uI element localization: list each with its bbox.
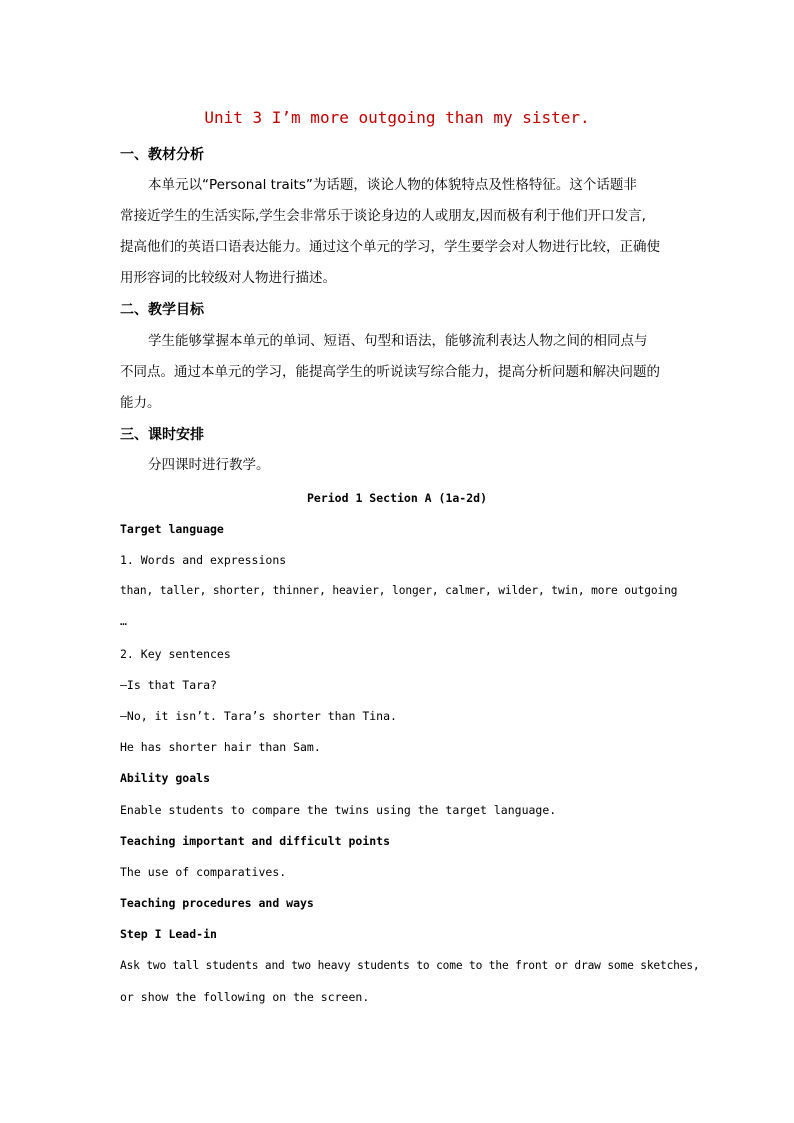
key-sentence: He has shorter hair than Sam. xyxy=(120,740,321,754)
ability-goals-text: Enable students to compare the twins using the target language. xyxy=(120,803,557,817)
words-list: than, taller, shorter, thinner, heavier, longer, calmer, wilder, twin, more outgoing xyxy=(120,584,678,597)
paragraph-line: 分四课时进行教学。 xyxy=(148,457,270,473)
section-paragraph-class-arrangement xyxy=(120,450,676,481)
key-sentence: —No, it isn’t. Tara’s shorter than Tina. xyxy=(120,709,397,723)
important-points-text: The use of comparatives. xyxy=(120,865,287,879)
procedures-heading: Teaching procedures and ways xyxy=(120,896,314,910)
section-paragraph-textbook-analysis xyxy=(120,170,676,294)
paragraph-line: 本单元以“Personal traits”为话题，谈论人物的体貌特点及性格特征。这个话题非 xyxy=(148,177,637,193)
key-sentence: —Is that Tara? xyxy=(120,678,217,692)
document-title: Unit 3 I’m more outgoing than my sister. xyxy=(204,108,590,127)
step-text-line: or show the following on the screen. xyxy=(120,990,370,1004)
section-heading-class-arrangement: 三、课时安排 xyxy=(120,427,204,443)
words-list-ellipsis: … xyxy=(120,614,127,628)
paragraph-line: 提高他们的英语口语表达能力。通过这个单元的学习，学生要学会对人物进行比较，正确使 xyxy=(120,239,660,255)
section-heading-teaching-goals: 二、教学目标 xyxy=(120,302,204,318)
paragraph-line: 用形容词的比较级对人物进行描述。 xyxy=(120,270,336,286)
important-points-heading: Teaching important and difficult points xyxy=(120,834,391,848)
step-text-line: Ask two tall students and two heavy students to come to the front or draw some sketches, xyxy=(120,959,700,972)
period-title: Period 1 Section A (1a-2d) xyxy=(306,491,487,505)
step-heading: Step I Lead-in xyxy=(120,927,217,941)
paragraph-line: 常接近学生的生活实际,学生会非常乐于谈论身边的人或朋友,因而极有利于他们开口发言, xyxy=(120,208,646,224)
target-language-heading: Target language xyxy=(120,522,224,536)
section-paragraph-teaching-goals xyxy=(120,326,676,419)
paragraph-line: 学生能够掌握本单元的单词、短语、句型和语法，能够流利表达人物之间的相同点与 xyxy=(148,333,648,349)
paragraph-line: 能力。 xyxy=(120,395,161,411)
key-sentences-heading: 2. Key sentences xyxy=(120,647,231,661)
paragraph-line: 不同点。通过本单元的学习，能提高学生的听说读写综合能力，提高分析问题和解决问题的 xyxy=(120,364,660,380)
section-heading-textbook-analysis: 一、教材分析 xyxy=(120,147,204,163)
words-heading: 1. Words and expressions xyxy=(120,553,287,567)
ability-goals-heading: Ability goals xyxy=(120,771,211,785)
